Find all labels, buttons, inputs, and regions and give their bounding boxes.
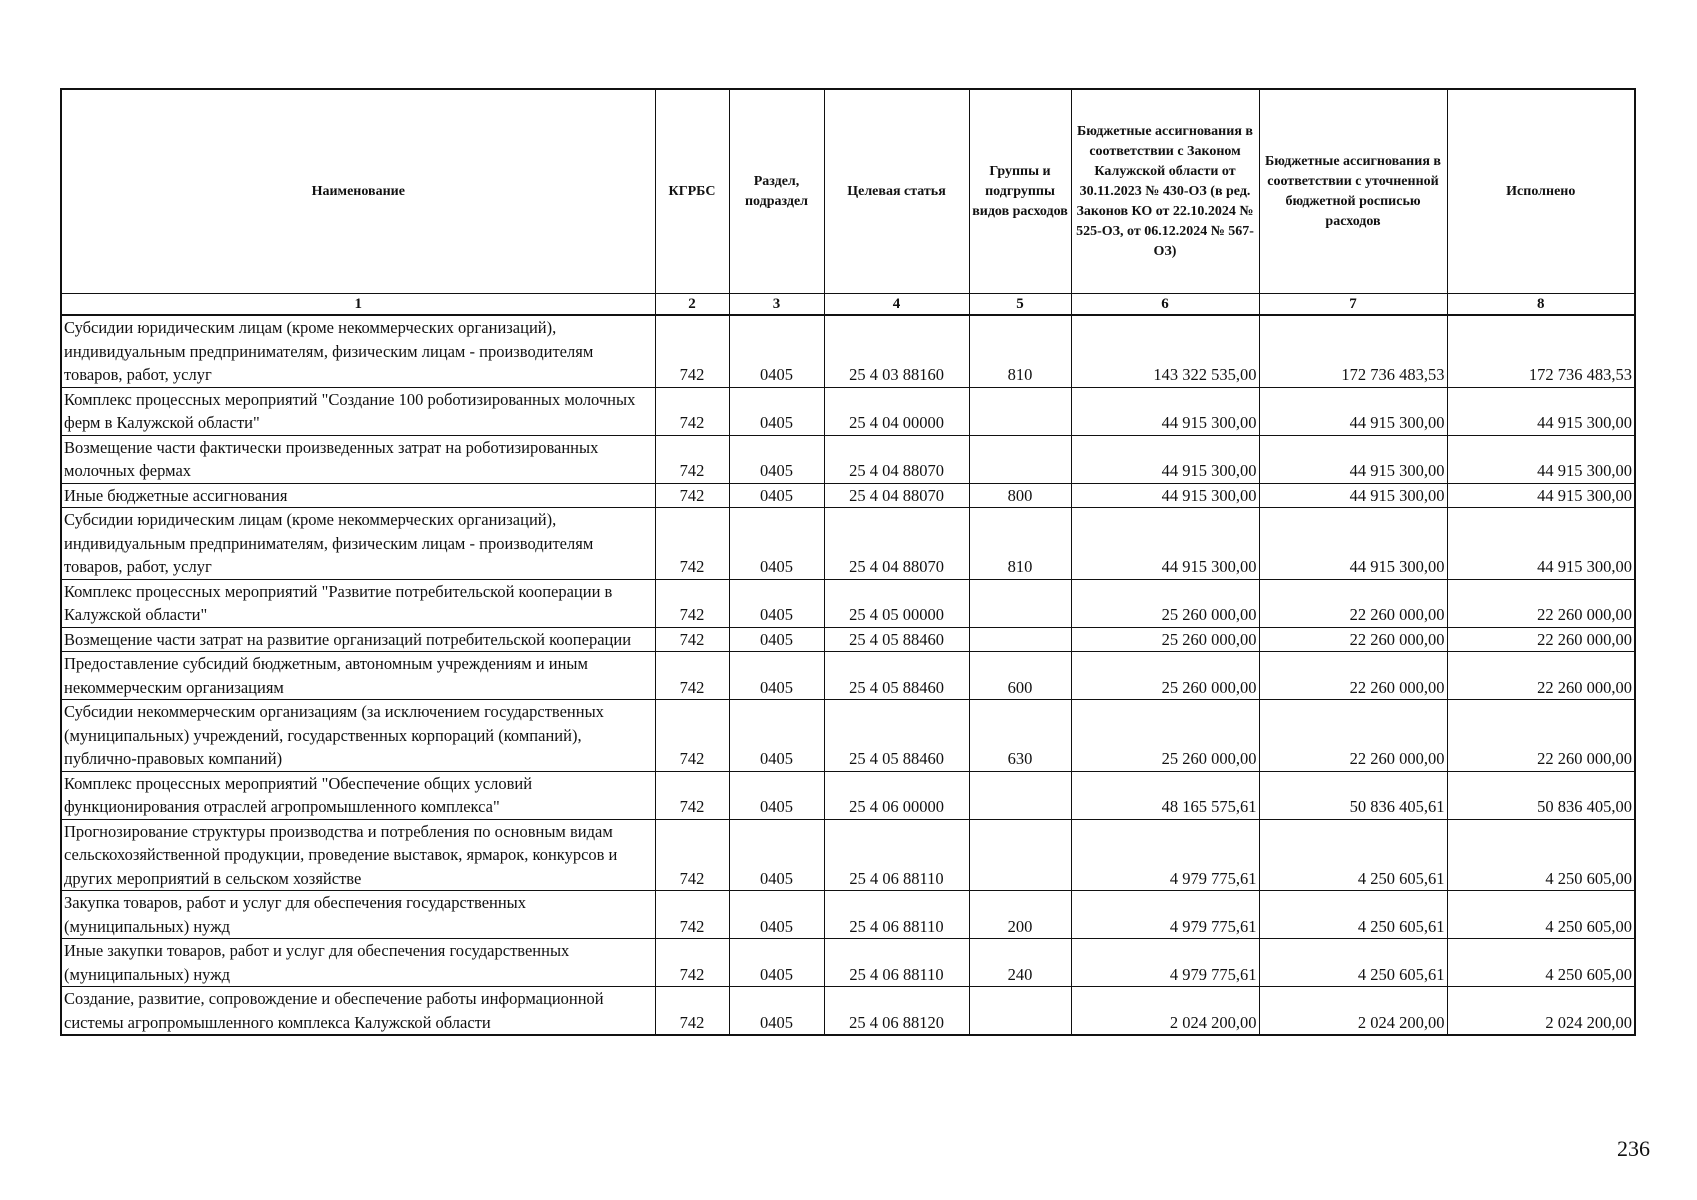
row-name: Прогнозирование структуры производства и потребления по основным видам сельскохозяйственной продукции, проведение выставок, ярмарок, конкурсов и других мероприятий в сельском хозяйстве — [61, 819, 655, 891]
row-law-amount: 2 024 200,00 — [1071, 987, 1259, 1036]
row-name: Комплекс процессных мероприятий "Обеспечение общих условий функционирования отраслей агропромышленного комплекса" — [61, 771, 655, 819]
row-rospis-amount: 4 250 605,61 — [1259, 891, 1447, 939]
row-celevaya: 25 4 04 00000 — [824, 387, 969, 435]
row-celevaya: 25 4 06 00000 — [824, 771, 969, 819]
row-rospis-amount: 172 736 483,53 — [1259, 315, 1447, 387]
row-gruppa — [969, 387, 1071, 435]
row-rospis-amount: 50 836 405,61 — [1259, 771, 1447, 819]
row-name: Иные бюджетные ассигнования — [61, 483, 655, 508]
row-razdel: 0405 — [729, 315, 824, 387]
row-kgrbs: 742 — [655, 435, 729, 483]
row-celevaya: 25 4 04 88070 — [824, 508, 969, 580]
row-ispolneno-amount: 172 736 483,53 — [1447, 315, 1635, 387]
row-kgrbs: 742 — [655, 508, 729, 580]
row-razdel: 0405 — [729, 939, 824, 987]
row-gruppa — [969, 819, 1071, 891]
row-celevaya: 25 4 05 88460 — [824, 652, 969, 700]
row-law-amount: 4 979 775,61 — [1071, 891, 1259, 939]
row-gruppa: 630 — [969, 700, 1071, 772]
table-row — [61, 483, 1635, 508]
row-razdel: 0405 — [729, 627, 824, 652]
table-row — [61, 819, 1635, 891]
column-number: 4 — [824, 294, 969, 316]
row-razdel: 0405 — [729, 483, 824, 508]
column-number: 1 — [61, 294, 655, 316]
column-number: 7 — [1259, 294, 1447, 316]
row-razdel: 0405 — [729, 700, 824, 772]
row-rospis-amount: 4 250 605,61 — [1259, 939, 1447, 987]
row-rospis-amount: 4 250 605,61 — [1259, 819, 1447, 891]
row-ispolneno-amount: 44 915 300,00 — [1447, 508, 1635, 580]
row-rospis-amount: 44 915 300,00 — [1259, 387, 1447, 435]
header-law: Бюджетные ассигнования в соответствии с Законом Калужской области от 30.11.2023 № 430-ОЗ (в ред. Законов КО от 22.10.2024 № 525-ОЗ, от 06.12.2024 № 567-ОЗ) — [1071, 89, 1259, 294]
row-law-amount: 44 915 300,00 — [1071, 483, 1259, 508]
table-header-row — [61, 89, 1635, 294]
row-celevaya: 25 4 06 88110 — [824, 819, 969, 891]
column-number: 6 — [1071, 294, 1259, 316]
row-ispolneno-amount: 22 260 000,00 — [1447, 627, 1635, 652]
row-kgrbs: 742 — [655, 579, 729, 627]
row-kgrbs: 742 — [655, 987, 729, 1036]
header-ispolneno: Исполнено — [1447, 89, 1635, 294]
budget-table — [60, 88, 1636, 1036]
row-rospis-amount: 22 260 000,00 — [1259, 627, 1447, 652]
row-kgrbs: 742 — [655, 939, 729, 987]
row-celevaya: 25 4 06 88120 — [824, 987, 969, 1036]
row-ispolneno-amount: 44 915 300,00 — [1447, 435, 1635, 483]
table-row — [61, 435, 1635, 483]
row-law-amount: 44 915 300,00 — [1071, 387, 1259, 435]
row-gruppa — [969, 771, 1071, 819]
row-ispolneno-amount: 4 250 605,00 — [1447, 891, 1635, 939]
row-celevaya: 25 4 05 00000 — [824, 579, 969, 627]
table-row — [61, 939, 1635, 987]
table-row — [61, 771, 1635, 819]
row-ispolneno-amount: 22 260 000,00 — [1447, 579, 1635, 627]
row-ispolneno-amount: 22 260 000,00 — [1447, 700, 1635, 772]
row-law-amount: 4 979 775,61 — [1071, 819, 1259, 891]
table-row — [61, 700, 1635, 772]
column-number: 3 — [729, 294, 824, 316]
row-rospis-amount: 44 915 300,00 — [1259, 483, 1447, 508]
row-ispolneno-amount: 50 836 405,00 — [1447, 771, 1635, 819]
row-razdel: 0405 — [729, 579, 824, 627]
row-law-amount: 48 165 575,61 — [1071, 771, 1259, 819]
table-row — [61, 652, 1635, 700]
row-kgrbs: 742 — [655, 819, 729, 891]
row-law-amount: 25 260 000,00 — [1071, 652, 1259, 700]
row-gruppa: 810 — [969, 508, 1071, 580]
row-razdel: 0405 — [729, 819, 824, 891]
row-law-amount: 4 979 775,61 — [1071, 939, 1259, 987]
table-row — [61, 579, 1635, 627]
row-ispolneno-amount: 44 915 300,00 — [1447, 387, 1635, 435]
column-number: 2 — [655, 294, 729, 316]
row-razdel: 0405 — [729, 652, 824, 700]
column-number: 5 — [969, 294, 1071, 316]
row-celevaya: 25 4 06 88110 — [824, 939, 969, 987]
table-row — [61, 627, 1635, 652]
row-name: Закупка товаров, работ и услуг для обеспечения государственных (муниципальных) нужд — [61, 891, 655, 939]
row-law-amount: 25 260 000,00 — [1071, 627, 1259, 652]
row-ispolneno-amount: 22 260 000,00 — [1447, 652, 1635, 700]
row-kgrbs: 742 — [655, 700, 729, 772]
row-name: Субсидии некоммерческим организациям (за исключением государственных (муниципальных) учреждений, государственных корпораций (компаний), публично-правовых компаний) — [61, 700, 655, 772]
row-gruppa: 800 — [969, 483, 1071, 508]
row-kgrbs: 742 — [655, 891, 729, 939]
row-kgrbs: 742 — [655, 387, 729, 435]
row-name: Комплекс процессных мероприятий "Создание 100 роботизированных молочных ферм в Калужской области" — [61, 387, 655, 435]
row-name: Субсидии юридическим лицам (кроме некоммерческих организаций), индивидуальным предпринимателям, физическим лицам - производителям товаров, работ, услуг — [61, 315, 655, 387]
page-number: 236 — [1617, 1136, 1650, 1161]
row-razdel: 0405 — [729, 891, 824, 939]
row-gruppa — [969, 579, 1071, 627]
row-kgrbs: 742 — [655, 315, 729, 387]
table-row — [61, 508, 1635, 580]
row-gruppa — [969, 435, 1071, 483]
header-kgrbs: КГРБС — [655, 89, 729, 294]
row-rospis-amount: 22 260 000,00 — [1259, 700, 1447, 772]
row-ispolneno-amount: 4 250 605,00 — [1447, 819, 1635, 891]
table-row — [61, 387, 1635, 435]
row-rospis-amount: 44 915 300,00 — [1259, 508, 1447, 580]
row-law-amount: 143 322 535,00 — [1071, 315, 1259, 387]
row-name: Возмещение части затрат на развитие организаций потребительской кооперации — [61, 627, 655, 652]
row-law-amount: 25 260 000,00 — [1071, 579, 1259, 627]
table-body — [61, 315, 1635, 1035]
row-razdel: 0405 — [729, 508, 824, 580]
row-kgrbs: 742 — [655, 627, 729, 652]
row-kgrbs: 742 — [655, 771, 729, 819]
row-rospis-amount: 2 024 200,00 — [1259, 987, 1447, 1036]
table-row — [61, 987, 1635, 1036]
row-celevaya: 25 4 05 88460 — [824, 700, 969, 772]
row-law-amount: 44 915 300,00 — [1071, 435, 1259, 483]
row-gruppa: 240 — [969, 939, 1071, 987]
row-rospis-amount: 22 260 000,00 — [1259, 652, 1447, 700]
row-name: Возмещение части фактически произведенных затрат на роботизированных молочных фермах — [61, 435, 655, 483]
table-row — [61, 891, 1635, 939]
row-razdel: 0405 — [729, 435, 824, 483]
row-gruppa: 600 — [969, 652, 1071, 700]
row-celevaya: 25 4 04 88070 — [824, 483, 969, 508]
row-gruppa — [969, 627, 1071, 652]
row-ispolneno-amount: 4 250 605,00 — [1447, 939, 1635, 987]
column-number-row — [61, 294, 1635, 316]
row-celevaya: 25 4 04 88070 — [824, 435, 969, 483]
table-row — [61, 315, 1635, 387]
header-celevaya: Целевая статья — [824, 89, 969, 294]
column-number: 8 — [1447, 294, 1635, 316]
header-rospis: Бюджетные ассигнования в соответствии с уточненной бюджетной росписью расходов — [1259, 89, 1447, 294]
row-gruppa — [969, 987, 1071, 1036]
row-razdel: 0405 — [729, 387, 824, 435]
row-ispolneno-amount: 44 915 300,00 — [1447, 483, 1635, 508]
row-name: Иные закупки товаров, работ и услуг для обеспечения государственных (муниципальных) нужд — [61, 939, 655, 987]
header-razdel: Раздел, подраздел — [729, 89, 824, 294]
header-gruppa: Группы и подгруппы видов расходов — [969, 89, 1071, 294]
row-name: Создание, развитие, сопровождение и обеспечение работы информационной системы агропромышленного комплекса Калужской области — [61, 987, 655, 1036]
row-rospis-amount: 44 915 300,00 — [1259, 435, 1447, 483]
row-name: Субсидии юридическим лицам (кроме некоммерческих организаций), индивидуальным предпринимателям, физическим лицам - производителям товаров, работ, услуг — [61, 508, 655, 580]
row-gruppa: 810 — [969, 315, 1071, 387]
row-ispolneno-amount: 2 024 200,00 — [1447, 987, 1635, 1036]
row-name: Предоставление субсидий бюджетным, автономным учреждениям и иным некоммерческим организациям — [61, 652, 655, 700]
row-kgrbs: 742 — [655, 483, 729, 508]
row-law-amount: 25 260 000,00 — [1071, 700, 1259, 772]
row-kgrbs: 742 — [655, 652, 729, 700]
header-name: Наименование — [61, 89, 655, 294]
row-celevaya: 25 4 03 88160 — [824, 315, 969, 387]
row-celevaya: 25 4 06 88110 — [824, 891, 969, 939]
row-gruppa: 200 — [969, 891, 1071, 939]
row-celevaya: 25 4 05 88460 — [824, 627, 969, 652]
row-razdel: 0405 — [729, 987, 824, 1036]
row-rospis-amount: 22 260 000,00 — [1259, 579, 1447, 627]
row-razdel: 0405 — [729, 771, 824, 819]
row-name: Комплекс процессных мероприятий "Развитие потребительской кооперации в Калужской области" — [61, 579, 655, 627]
row-law-amount: 44 915 300,00 — [1071, 508, 1259, 580]
